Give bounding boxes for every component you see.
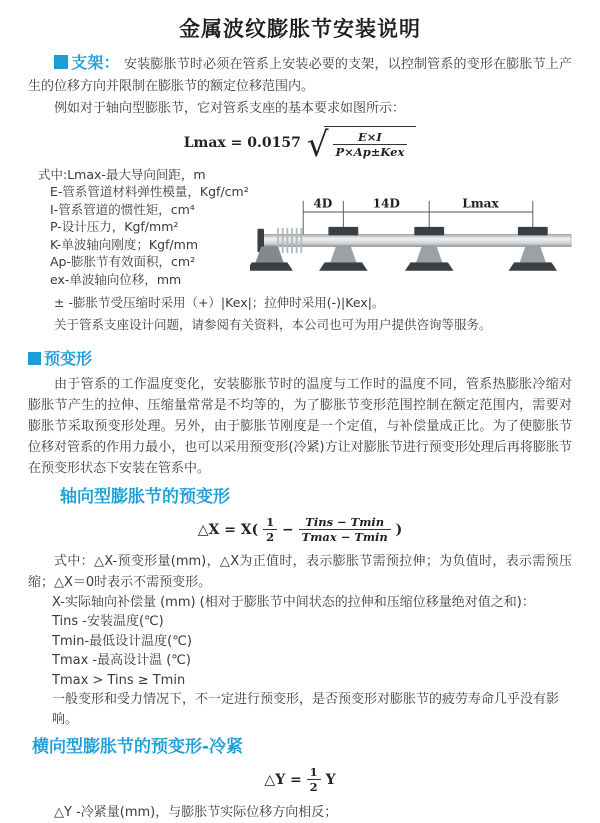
half-numerator: 1: [263, 515, 277, 530]
guide-support: [319, 227, 368, 271]
blue-square-icon: [54, 55, 68, 69]
axial-formula-lhs: △X = X(: [197, 521, 259, 538]
lateral-note: △Y -冷紧量(mm)，与膨胀节实际位移方向相反；: [54, 804, 338, 820]
predeform-paragraph: 由于管系的工作温度变化，安装膨胀节时的温度与工作时的温度不同，管系热膨胀冷缩对膨胀节产生的拉伸、压缩量常常是不均等的，为了膨胀节变形范围控制在额定范围内，需要对膨胀节采取预变形处理。另外，由于膨胀节刚度是一个定值，与补偿量成正比。为了使膨胀节位移对管系的作用力最小，也可以采用预变形(冷紧)方让对膨胀节进行预变形处理后再将膨胀节在预变形状态下安装在管系中。: [28, 376, 572, 476]
temp-numerator: Tins − Tmin: [299, 515, 391, 530]
definition-item: ex-单波轴向位移，mm: [50, 271, 182, 287]
lateral-subheading: 横向型膨胀节的预变形-冷紧: [32, 737, 244, 757]
minus-sign: −: [282, 521, 294, 538]
lmax-formula: [28, 125, 572, 166]
dim-label-lmax: Lmax: [462, 196, 499, 211]
definition-item: I-管系管道的惯性矩，cm⁴: [50, 201, 195, 217]
lmax-formula-denominator: P×Ap±Kex: [335, 145, 405, 160]
predeform-heading-text: 预变形: [44, 348, 93, 368]
support-intro-paragraph: [28, 52, 572, 98]
lateral-formula: [28, 765, 572, 795]
definition-item: P-设计压力，Kgf/mm²: [50, 219, 179, 235]
radical-sign-icon: √: [306, 125, 329, 166]
document-page: [0, 13, 600, 823]
definition-item: Ap-膨胀节有效面积，cm²: [50, 254, 196, 270]
support-closing-note: 关于管系支座设计问题，请参阅有关资料，本公司也可为用户提供咨询等服务。: [54, 316, 492, 332]
support-example-line: 例如对于轴向型膨胀节，它对管系支座的基本要求如图所示：: [54, 101, 406, 116]
support-section-label: 支架：: [71, 53, 120, 72]
dim-label-4d: 4D: [313, 196, 333, 211]
guide-support: [509, 227, 558, 271]
support-intro-text: 安装膨胀节时必须在管系上安装必要的支架，以控制管系的变形在膨胀节上产生的位移方向并限制在膨胀节的额定位移范围内。: [28, 57, 572, 94]
axial-formula-close: ): [395, 521, 403, 538]
pipe: [261, 234, 571, 246]
guide-support: [405, 227, 454, 271]
pipe-support-diagram-svg: [250, 192, 572, 288]
lmax-formula-numerator: E×I: [333, 130, 408, 145]
temp-denominator: Tmax − Tmin: [301, 530, 388, 545]
lmax-formula-lhs: Lmax = 0.0157: [183, 134, 301, 151]
blue-square-icon: [28, 352, 41, 365]
predeform-section-heading: [28, 348, 572, 370]
axial-note: Tmax -最高设计温 (℃): [52, 653, 191, 668]
definition-item: 式中:Lmax-最大导向间距，m: [38, 166, 206, 182]
axial-note: X-实际轴向补偿量 (mm) (相对于膨胀节中间状态的拉伸和压缩位移量绝对值之和)：: [52, 594, 535, 610]
pipe-support-diagram: [250, 192, 572, 292]
half-denominator: 2: [266, 530, 275, 545]
definitions-and-diagram: [28, 166, 572, 292]
dim-label-14d: 14D: [372, 196, 400, 211]
axial-formula: [28, 515, 572, 545]
lateral-half-numerator: 1: [307, 765, 321, 780]
axial-note: 一般变形和受力情况下，不一定进行预变形，是否预变形对膨胀节的疲劳寿命几乎没有影响。: [52, 692, 560, 727]
sqrt-radical: [306, 125, 416, 166]
axial-note: Tmin-最低设计温度(℃): [52, 633, 192, 649]
axial-note: Tins -安装温度(℃): [52, 614, 164, 629]
symbol-definitions-list: [28, 166, 250, 292]
lateral-formula-rhs: Y: [325, 771, 336, 788]
axial-note: Tmax > Tins ≥ Tmin: [52, 672, 186, 688]
guide-supports: [319, 227, 557, 271]
plus-minus-note: ± -膨胀节受压缩时采用（+）|Kex|；拉伸时采用(-)|Kex|。: [54, 294, 385, 310]
axial-subheading: 轴向型膨胀节的预变形: [60, 486, 230, 507]
lateral-half-denominator: 2: [309, 780, 318, 795]
axial-notes-list: [28, 551, 572, 730]
lateral-formula-lhs: △Y =: [264, 771, 302, 788]
definition-item: E-管系管道材料弹性模量，Kgf/cm²: [50, 184, 249, 200]
page-title: 金属波纹膨胀节安装说明: [179, 17, 421, 41]
axial-note: 式中：△X-预变形量(mm)，△X为正值时，表示膨胀节需预拉伸；为负值时，表示需预压缩；△X＝0时表示不需预变形。: [28, 553, 572, 590]
definition-item: K-单波轴向刚度；Kgf/mm: [50, 236, 198, 252]
